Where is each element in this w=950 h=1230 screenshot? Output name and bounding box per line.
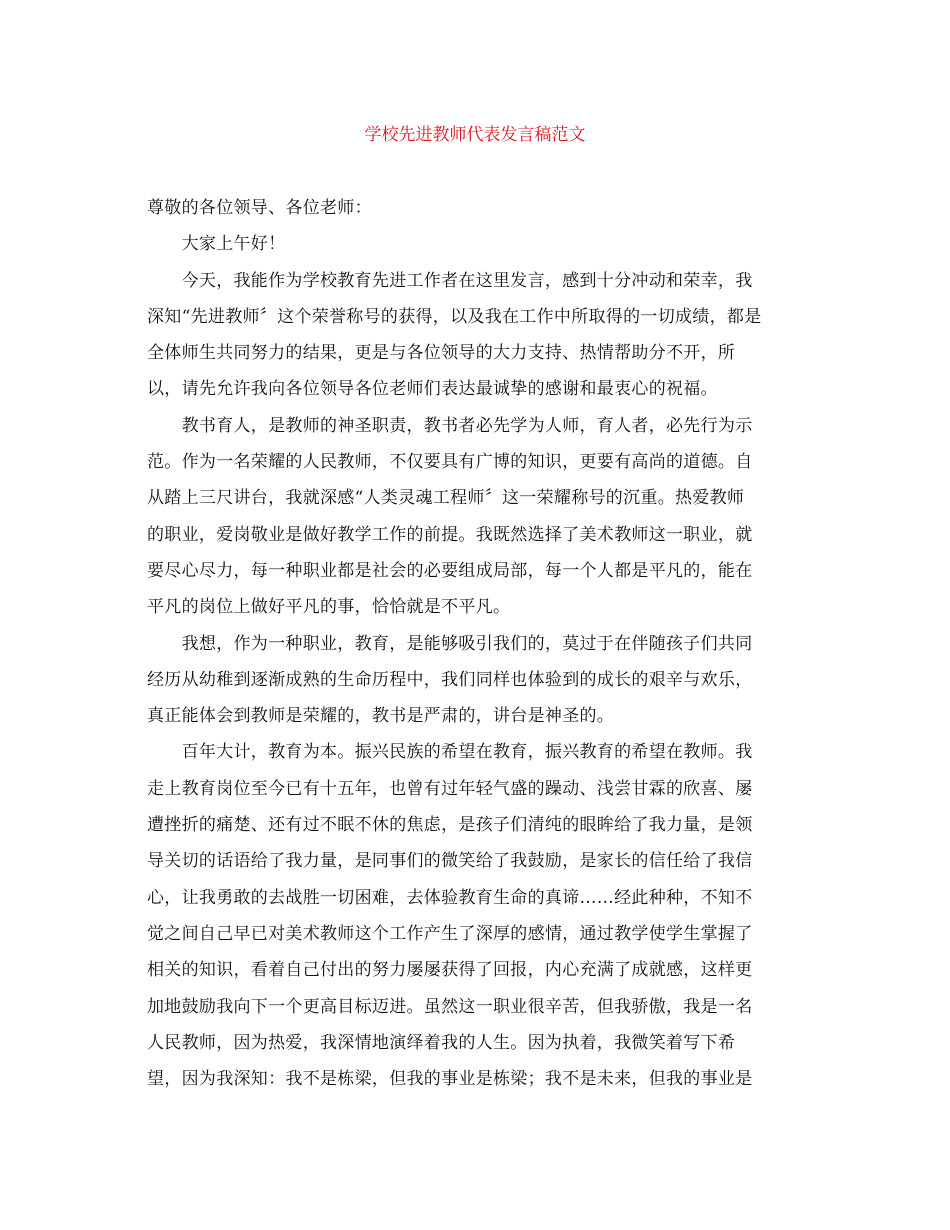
text-line: 加地鼓励我向下一个更高目标迈进。虽然这一职业很辛苦，但我骄傲，我是一名 (147, 996, 753, 1017)
text-line: 要尽心尽力，每一种职业都是社会的必要组成局部，每一个人都是平凡的，能在 (147, 560, 753, 581)
text-line: 今天，我能作为学校教育先进工作者在这里发言，感到十分冲动和荣幸，我 (147, 270, 753, 291)
text-line: 遭挫折的痛楚、还有过不眠不休的焦虑，是孩子们清纯的眼眸给了我力量，是领 (147, 815, 753, 836)
text-line: 深知“先进教师〞这个荣誉称号的获得，以及我在工作中所取得的一切成绩，都是 (147, 306, 762, 327)
text-line: 大家上午好！ (147, 234, 286, 255)
text-line: 百年大计，教育为本。振兴民族的希望在教育，振兴教育的希望在教师。我 (147, 742, 753, 763)
document-body (147, 190, 807, 1097)
text-line: 心，让我勇敢的去战胜一切困难，去体验教育生命的真谛……经此种种，不知不 (147, 887, 753, 908)
text-line: 相关的知识，看着自己付出的努力屡屡获得了回报，内心充满了成就感，这样更 (147, 960, 753, 981)
text-line: 真正能体会到教师是荣耀的，教书是严肃的，讲台是神圣的。 (147, 706, 615, 727)
text-line: 尊敬的各位领导、各位老师： (147, 198, 372, 218)
text-line: 范。作为一名荣耀的人民教师，不仅要具有广博的知识，更要有高尚的道德。自 (147, 452, 753, 473)
text-line: 走上教育岗位至今已有十五年，也曾有过年轻气盛的躁动、浅尝甘霖的欣喜、屡 (147, 778, 753, 799)
text-line: 平凡的岗位上做好平凡的事，恰恰就是不平凡。 (147, 597, 511, 618)
text-line: 导关切的话语给了我力量，是同事们的微笑给了我鼓励，是家长的信任给了我信 (147, 851, 753, 872)
text-line: 从踏上三尺讲台，我就深感“人类灵魂工程师〞这一荣耀称号的沉重。热爱教师 (147, 488, 745, 509)
text-line: 的职业，爱岗敬业是做好教学工作的前提。我既然选择了美术教师这一职业，就 (147, 524, 753, 545)
text-line: 望，因为我深知：我不是栋梁，但我的事业是栋梁；我不是未来，但我的事业是 (147, 1069, 753, 1090)
document-title: 学校先进教师代表发言稿范文 (364, 125, 586, 145)
text-line: 人民教师，因为热爱，我深情地演绎着我的人生。因为执着，我微笑着写下希 (147, 1032, 736, 1053)
text-line: 以，请先允许我向各位领导各位老师们表达最诚挚的感谢和最衷心的祝福。 (147, 379, 718, 400)
text-line: 全体师生共同努力的结果，更是与各位领导的大力支持、热情帮助分不开，所 (147, 343, 736, 364)
text-line: 我想，作为一种职业，教育，是能够吸引我们的，莫过于在伴随孩子们共同 (147, 633, 753, 654)
text-line: 觉之间自己早已对美术教师这个工作产生了深厚的感情，通过教学使学生掌握了 (147, 923, 753, 944)
text-line: 经历从幼稚到逐渐成熟的生命历程中，我们同样也体验到的成长的艰辛与欢乐， (147, 669, 753, 690)
text-line: 教书育人，是教师的神圣职责，教书者必先学为人师，育人者，必先行为示 (147, 415, 753, 436)
